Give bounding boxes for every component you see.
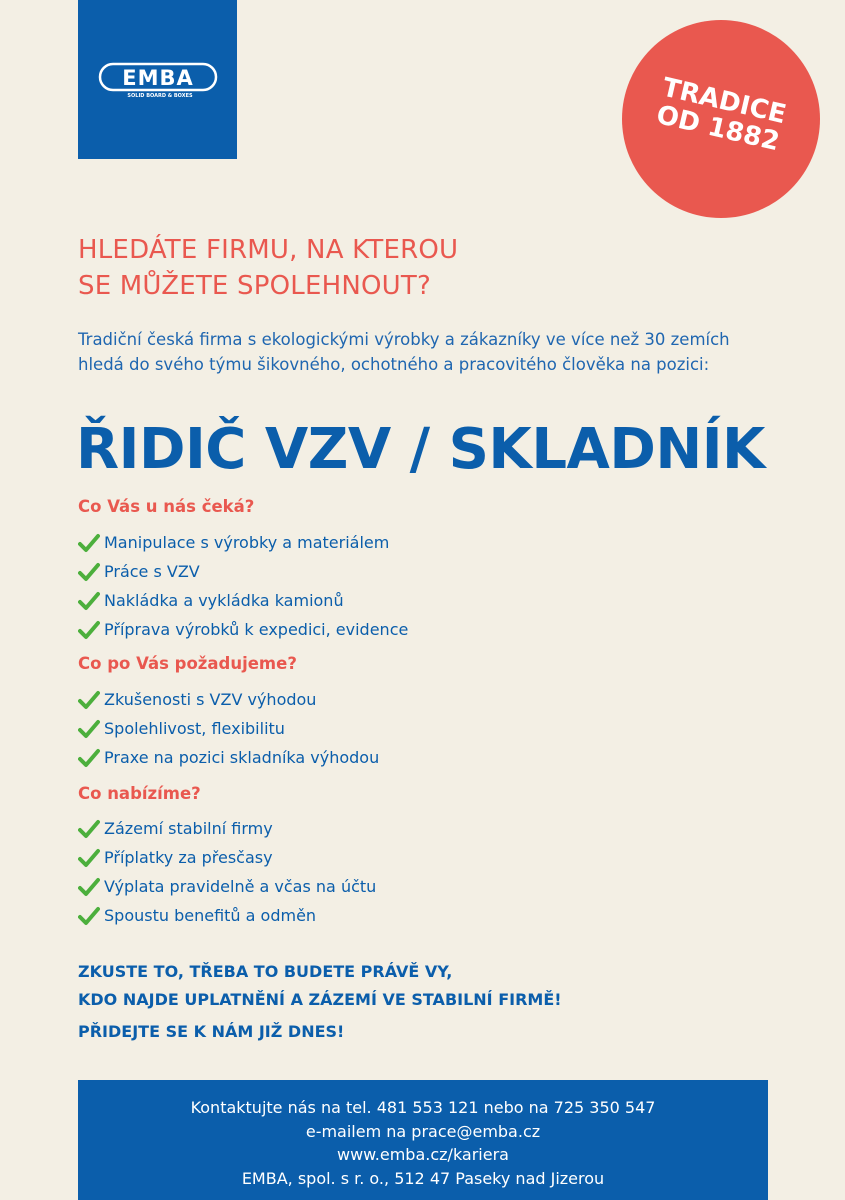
intro-text (78, 327, 778, 377)
check-icon (78, 591, 100, 611)
logo-box (78, 0, 237, 159)
section-title-offer: Co nabízíme? (78, 784, 201, 803)
contact-footer (78, 1080, 768, 1200)
section-title-expectations: Co Vás u nás čeká? (78, 497, 255, 516)
list-item-text: Výplata pravidelně a včas na účtu (104, 877, 377, 896)
tradition-badge (622, 20, 820, 218)
check-icon (78, 819, 100, 839)
badge-text: TRADICE OD 1882 (653, 72, 789, 158)
emba-logo (98, 60, 218, 100)
check-icon (78, 906, 100, 926)
list-item-text: Zázemí stabilní firmy (104, 819, 273, 838)
expectations-list (78, 528, 408, 644)
list-item (78, 843, 376, 872)
check-icon (78, 620, 100, 640)
position-title: ŘIDIČ VZV / SKLADNÍK (76, 417, 765, 482)
intro-line-1: Tradiční česká firma s ekologickými výrobky a zákazníky ve více než 30 zemích (78, 330, 730, 349)
offer-list (78, 814, 376, 930)
list-item (78, 528, 408, 557)
call-to-action: PŘIDEJTE SE K NÁM JIŽ DNES! (78, 1022, 345, 1041)
headline (78, 232, 678, 304)
closing-line-2: KDO NAJDE UPLATNĚNÍ A ZÁZEMÍ VE STABILNÍ FIRMĚ! (78, 990, 562, 1009)
list-item (78, 685, 379, 714)
check-icon (78, 877, 100, 897)
check-icon (78, 690, 100, 710)
check-icon (78, 719, 100, 739)
logo-wordmark: EMBA (122, 66, 194, 90)
list-item-text: Manipulace s výrobky a materiálem (104, 533, 390, 552)
closing-message (78, 958, 562, 1014)
section-title-requirements: Co po Vás požadujeme? (78, 654, 297, 673)
headline-line-1: HLEDÁTE FIRMU, NA KTEROU (78, 235, 459, 265)
list-item (78, 872, 376, 901)
list-item (78, 814, 376, 843)
list-item (78, 901, 376, 930)
contact-phone: Kontaktujte nás na tel. 481 553 121 nebo na 725 350 547 (190, 1098, 656, 1117)
closing-line-1: ZKUSTE TO, TŘEBA TO BUDETE PRÁVĚ VY, (78, 962, 453, 981)
list-item-text: Nakládka a vykládka kamionů (104, 591, 344, 610)
list-item-text: Příprava výrobků k expedici, evidence (104, 620, 409, 639)
list-item (78, 557, 408, 586)
requirements-list (78, 685, 379, 772)
check-icon (78, 562, 100, 582)
list-item-text: Práce s VZV (104, 562, 200, 581)
intro-line-2: hledá do svého týmu šikovného, ochotného a pracovitého člověka na pozici: (78, 355, 710, 374)
check-icon (78, 848, 100, 868)
list-item (78, 743, 379, 772)
list-item (78, 714, 379, 743)
contact-address: EMBA, spol. s r. o., 512 47 Paseky nad Jizerou (241, 1168, 605, 1188)
list-item-text: Spolehlivost, flexibilitu (104, 719, 285, 738)
check-icon (78, 748, 100, 768)
logo-tagline: SOLID BOARD & BOXES (127, 93, 193, 99)
list-item (78, 586, 408, 615)
list-item-text: Příplatky za přesčasy (104, 848, 273, 867)
list-item (78, 615, 408, 644)
list-item-text: Spoustu benefitů a odměn (104, 906, 317, 925)
headline-line-2: SE MŮŽETE SPOLEHNOUT? (78, 271, 431, 301)
contact-email: e-mailem na prace@emba.cz (305, 1121, 541, 1141)
contact-website: www.emba.cz/kariera (337, 1145, 509, 1164)
list-item-text: Praxe na pozici skladníka výhodou (104, 748, 380, 767)
list-item-text: Zkušenosti s VZV výhodou (104, 690, 317, 709)
check-icon (78, 533, 100, 553)
